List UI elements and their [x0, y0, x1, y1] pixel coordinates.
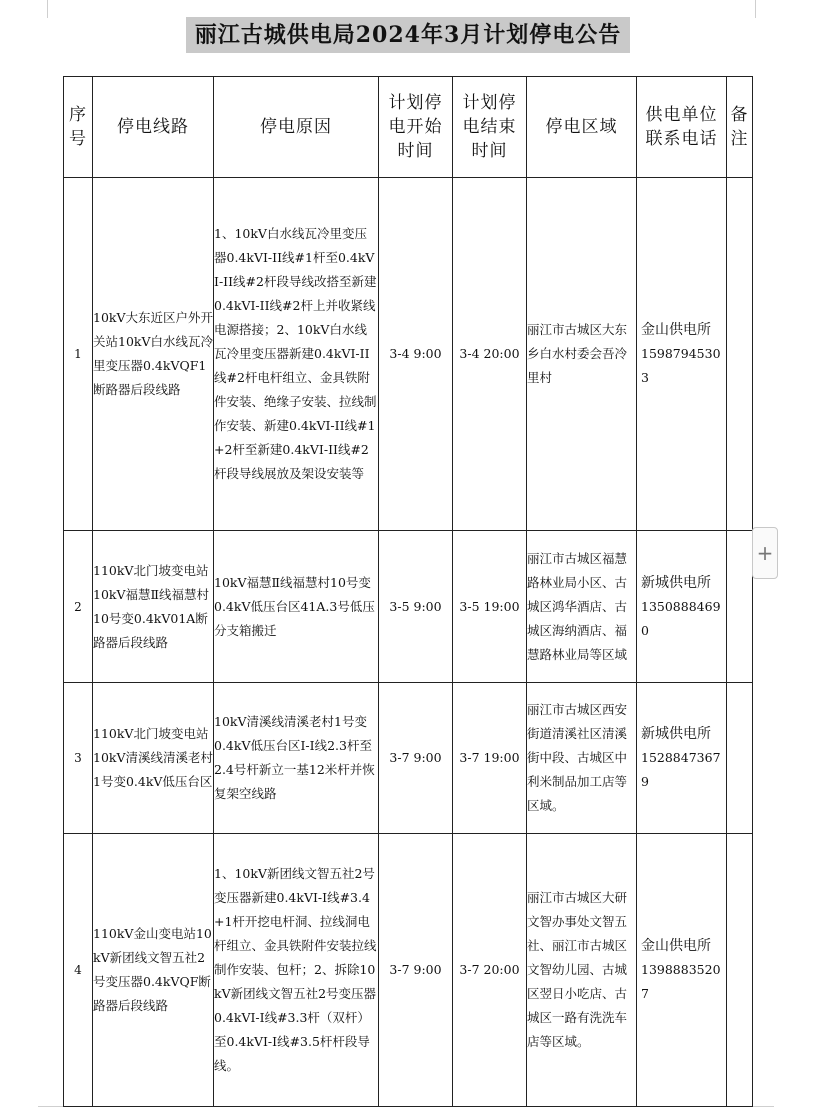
- row-reason: 1、10kV新团线文智五社2号变压器新建0.4kVI-I线#3.4+1杆开挖电杆洞、拉线洞电杆组立、金具铁附件安装拉线制作安装、包杆；2、拆除10kV新团线文智五社2号变压器0.4kVI-I线#3.3杆（双杆）至0.4kVI-I线#3.5杆杆段导线。: [214, 834, 379, 1107]
- page-margin-mark-bottom-left: [38, 1106, 64, 1107]
- supplier-name: 新城供电所: [641, 574, 711, 591]
- supplier-name: 新城供电所: [641, 726, 711, 742]
- row-supplier: [637, 834, 727, 1107]
- table-row: [64, 834, 753, 1107]
- row-area: 丽江市古城区大研文智办事处文智五社、丽江市古城区文智幼儿园、古城区翌日小吃店、古城区一路有洗洗车店等区域。: [527, 834, 637, 1107]
- row-end-time: 3-4 20:00: [453, 178, 527, 531]
- row-remark: [727, 834, 753, 1107]
- supplier-name: 金山供电所: [641, 938, 711, 954]
- supplier-phone: 15288473679: [641, 750, 721, 789]
- row-supplier: [637, 178, 727, 531]
- row-supplier: [637, 531, 727, 683]
- row-area: 丽江市古城区福慧路林业局小区、古城区鸿华酒店、古城区海纳酒店、福慧路林业局等区域: [527, 531, 637, 683]
- page-margin-mark-left: [47, 0, 48, 18]
- row-area: 丽江市古城区西安街道清溪社区清溪街中段、古城区中利米制品加工店等区域。: [527, 683, 637, 834]
- header-start-time: 计划停电开始时间: [379, 77, 453, 178]
- supplier-phone: 13508884690: [641, 598, 721, 638]
- document-title: 丽江古城供电局2024年3月计划停电公告: [186, 17, 630, 53]
- row-start-time: 3-5 9:00: [379, 531, 453, 683]
- row-line: 110kV北门坡变电站10kV福慧Ⅱ线福慧村10号变0.4kV01A断路器后段线路: [93, 531, 214, 683]
- row-start-time: 3-7 9:00: [379, 683, 453, 834]
- table-header-row: [64, 77, 753, 178]
- header-reason: 停电原因: [214, 77, 379, 178]
- row-line: 110kV北门坡变电站10kV清溪线清溪老村1号变0.4kV低压台区: [93, 683, 214, 834]
- row-area: 丽江市古城区大东乡白水村委会吾冷里村: [527, 178, 637, 531]
- header-supplier: 供电单位联系电话: [637, 77, 727, 178]
- row-line: 10kV大东近区户外开关站10kV白水线瓦冷里变压器0.4kVQF1断路器后段线路: [93, 178, 214, 531]
- outage-table: [63, 76, 753, 1107]
- row-index: 1: [64, 178, 93, 531]
- supplier-name: 金山供电所: [641, 322, 711, 338]
- row-reason: 1、10kV白水线瓦冷里变压器0.4kVI-II线#1杆至0.4kVI-II线#2杆段导线改搭至新建0.4kVI-II线#2杆上并收紧线电源搭接；2、10kV白水线瓦冷里变压器新建0.4kVI-II线#2杆电杆组立、金具铁附件安装、绝缘子安装、拉线制作安装、新建0.4kVI-II线#1+2杆至新建0.4kVI-II线#2杆段导线展放及架设安装等: [214, 178, 379, 531]
- page-margin-mark-right: [755, 0, 756, 18]
- row-reason: 10kV清溪线清溪老村1号变0.4kV低压台区Ⅰ-Ⅰ线2.3杆至2.4号杆新立一基12米杆并恢复架空线路: [214, 683, 379, 834]
- row-remark: [727, 178, 753, 531]
- row-start-time: 3-7 9:00: [379, 834, 453, 1107]
- row-index: 2: [64, 531, 93, 683]
- supplier-phone: 13988835207: [641, 962, 721, 1001]
- add-button[interactable]: +: [752, 527, 778, 579]
- header-area: 停电区域: [527, 77, 637, 178]
- header-end-time: 计划停电结束时间: [453, 77, 527, 178]
- table-row: [64, 531, 753, 683]
- table-row: [64, 178, 753, 531]
- row-remark: [727, 531, 753, 683]
- row-start-time: 3-4 9:00: [379, 178, 453, 531]
- row-index: 3: [64, 683, 93, 834]
- supplier-phone: 15987945303: [641, 346, 721, 385]
- header-index: 序号: [64, 77, 93, 178]
- row-line: 110kV金山变电站10kV新团线文智五社2号变压器0.4kVQF断路器后段线路: [93, 834, 214, 1107]
- row-index: 4: [64, 834, 93, 1107]
- header-remark: 备注: [727, 77, 753, 178]
- header-line: 停电线路: [93, 77, 214, 178]
- row-supplier: [637, 683, 727, 834]
- table-row: [64, 683, 753, 834]
- row-end-time: 3-7 20:00: [453, 834, 527, 1107]
- row-reason: 10kV福慧Ⅱ线福慧村10号变0.4kV低压台区41A.3号低压分支箱搬迁: [214, 531, 379, 683]
- row-end-time: 3-7 19:00: [453, 683, 527, 834]
- row-remark: [727, 683, 753, 834]
- row-end-time: 3-5 19:00: [453, 531, 527, 683]
